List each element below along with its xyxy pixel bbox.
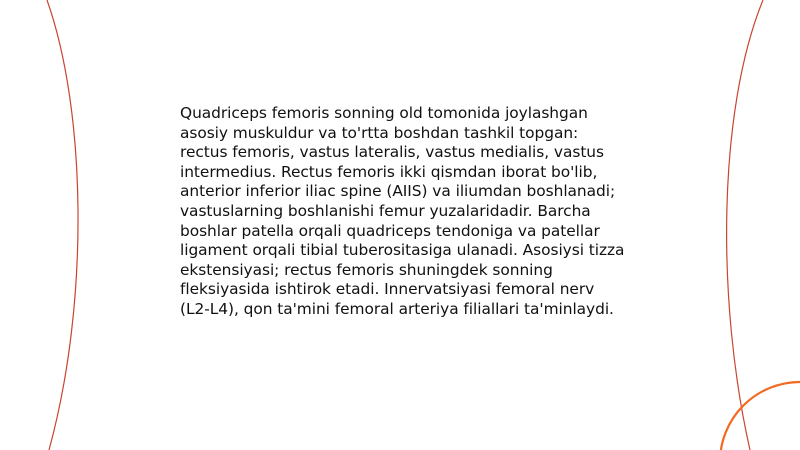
left-decorative-arc [47, 0, 78, 450]
right-decorative-arc [727, 0, 763, 450]
orange-corner-circle [720, 382, 800, 450]
slide-body-text: Quadriceps femoris sonning old tomonida joylashgan asosiy muskuldur va to'rtta boshdan tashkil topgan: rectus femoris, vastus lateralis, vastus medialis, vastus intermedius. Rectus femoris ikki qismdan iborat bo'lib, anterior inferior iliac spine (AIIS) va iliumdan boshlanadi; vastuslarning boshlanishi femur yuzalaridadir. Barcha boshlar patella orqali quadriceps tendoniga va patellar ligament orqali tibial tuberositasiga ulanadi. Asosiysi tizza ekstensiyasi; rectus femoris shuningdek sonning fleksiyasida ishtirok etadi. Innervatsiyasi femoral nerv (L2-L4), qon ta'mini femoral arteriya filiallari ta'minlaydi. [180, 104, 625, 318]
